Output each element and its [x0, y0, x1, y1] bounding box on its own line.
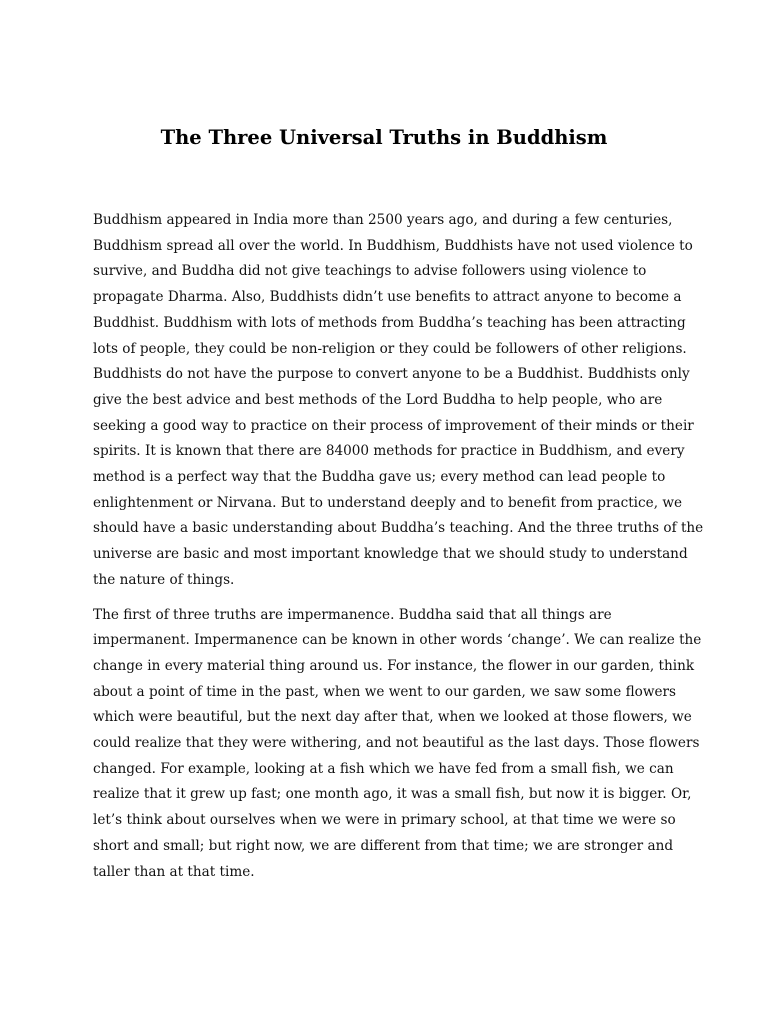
text-line: should have a basic understanding about Buddha’s teaching. And the three truths of the — [93, 520, 704, 537]
text-line: could realize that they were withering, and not beautiful as the last days. Those flowers — [93, 735, 700, 752]
text-line: propagate Dharma. Also, Buddhists didn’t use benefits to attract anyone to become a — [93, 289, 682, 306]
text-line: spirits. It is known that there are 84000 methods for practice in Buddhism, and every — [93, 443, 685, 460]
text-line: short and small; but right now, we are different from that time; we are stronger and — [93, 837, 674, 854]
text-line: give the best advice and best methods of the Lord Buddha to help people, who are — [93, 391, 663, 408]
text-line: Buddhism appeared in India more than 2500 years ago, and during a few centuries, — [93, 212, 673, 228]
text-line: impermanent. Impermanence can be known in other words ‘change’. We can realize the — [93, 632, 702, 649]
text-line: Buddhists do not have the purpose to convert anyone to be a Buddhist. Buddhists only — [93, 366, 690, 383]
text-line: universe are basic and most important knowledge that we should study to understand — [93, 546, 688, 563]
text-line: realize that it grew up fast; one month ago, it was a small fish, but now it is bigger. Or, — [93, 786, 692, 803]
document-title: The Three Universal Truths in Buddhism — [160, 126, 608, 149]
text-line: changed. For example, looking at a fish which we have fed from a small fish, we can — [93, 760, 674, 777]
document-body — [93, 208, 704, 894]
text-line: Buddhism spread all over the world. In Buddhism, Buddhists have not used violence to — [93, 237, 693, 254]
paragraph-2 — [93, 603, 702, 886]
paragraph-1 — [93, 208, 704, 594]
text-line: Buddhist. Buddhism with lots of methods from Buddha’s teaching has been attracting — [93, 314, 686, 331]
text-line: method is a perfect way that the Buddha gave us; every method can lead people to — [93, 469, 666, 486]
text-line: seeking a good way to practice on their process of improvement of their minds or their — [93, 417, 694, 434]
text-line: The first of three truths are impermanence. Buddha said that all things are — [93, 606, 612, 623]
text-line: taller than at that time. — [93, 863, 255, 880]
text-line: change in every material thing around us. For instance, the flower in our garden, think — [93, 657, 695, 674]
text-line: let’s think about ourselves when we were in primary school, at that time we were so — [93, 812, 676, 829]
text-line: lots of people, they could be non-religion or they could be followers of other religions. — [93, 340, 687, 357]
text-line: which were beautiful, but the next day after that, when we looked at those flowers, we — [93, 709, 692, 726]
text-line: survive, and Buddha did not give teachings to advise followers using violence to — [93, 263, 647, 280]
text-line: the nature of things. — [93, 571, 235, 588]
text-line: about a point of time in the past, when we went to our garden, we saw some flowers — [93, 683, 676, 700]
text-line: enlightenment or Nirvana. But to understand deeply and to benefit from practice, we — [93, 494, 683, 511]
